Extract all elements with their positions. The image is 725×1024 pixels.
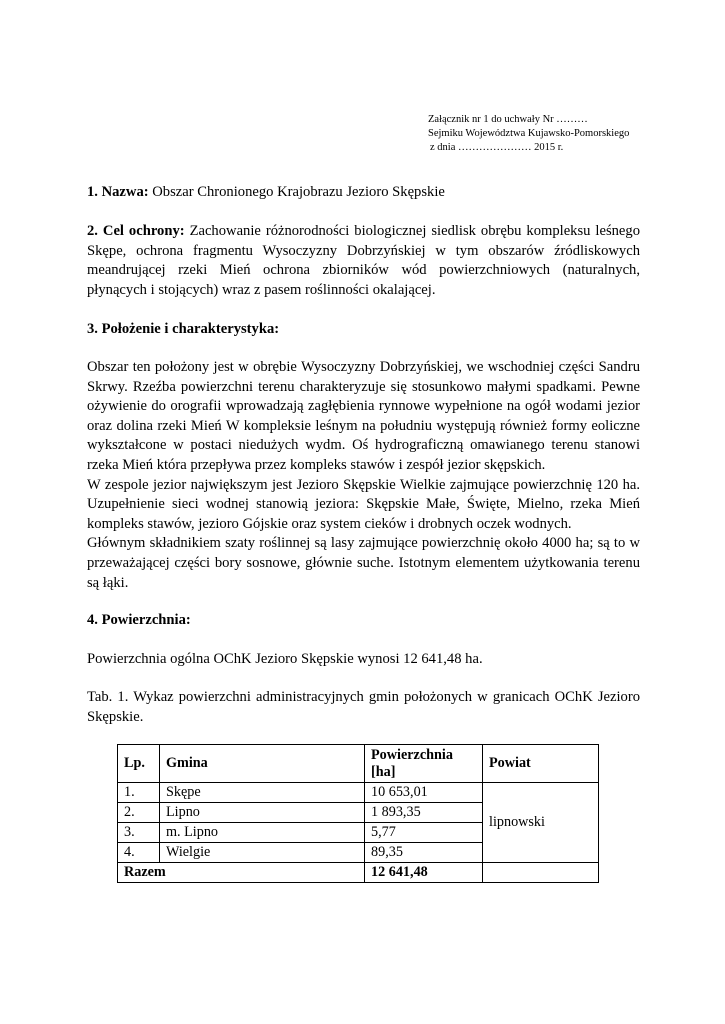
location-paragraph-3: Głównym składnikiem szaty roślinnej są lasy zajmujące powierzchnię około 4000 ha; są to w przeważającej części bory sosnowe, głównie suche. Istotnym elementem użytkowania terenu są łąki.	[87, 535, 640, 591]
row-gmina: m. Lipno	[160, 823, 365, 843]
section-location-body	[87, 358, 640, 593]
section-area-heading: 4. Powierzchnia:	[87, 612, 191, 628]
row-lp: 2.	[118, 803, 160, 823]
section-goal	[87, 222, 640, 300]
location-paragraph-2: W zespole jezior największym jest Jezioro Skępskie Wielkie zajmujące powierzchnię 120 ha. Uzupełnienie sieci wodnej stanowią jeziora: Skępskie Małe, Święte, Mielno, rzeka Mień kompleks stawów, jezioro Gójskie oraz system cieków i drobnych oczek wodnych.	[87, 476, 640, 532]
location-paragraph-1: Obszar ten położony jest w obrębie Wysoczyzny Dobrzyńskiej, we wschodniej części Sandru Skrwy. Rzeźba powierzchni terenu charakteryzuje się stosunkowo małymi spadkami. Pewne ożywienie do orografii wprowadzają zagłębienia rynnowe wypełnione na ogół wodami jezior oraz dolina rzeki Mień W kompleksie leśnym na południu występują również formy eoliczne wykształcone w postaci niedużych wydm. Oś hydrograficzną omawianego terenu stanowi rzeka Mień która przepływa przez kompleks stawów i zespół jezior skępskich.	[87, 359, 640, 473]
area-paragraph: Powierzchnia ogólna OChK Jezioro Skępskie wynosi 12 641,48 ha.	[87, 651, 483, 667]
row-lp: 3.	[118, 823, 160, 843]
header-line-3: z dnia ………………… 2015 r.	[430, 142, 564, 153]
header-line-2: Sejmiku Województwa Kujawsko-Pomorskiego	[428, 128, 630, 139]
header-area: Powierzchnia [ha]	[365, 745, 483, 783]
row-area: 10 653,01	[365, 783, 483, 803]
row-area: 5,77	[365, 823, 483, 843]
row-gmina: Lipno	[160, 803, 365, 823]
section-goal-text: Zachowanie różnorodności biologicznej siedlisk obrębu kompleksu leśnego Skępe, ochrona fragmentu Wysoczyzny Dobrzyńskiej w tym obszarów źródliskowych meandrującej rzeki Mień ochrona zbiorników wód powierzchniowych (naturalnych, płynących i stojących) wraz z pasem roślinności okalającej.	[87, 223, 640, 298]
section-goal-label: 2. Cel ochrony:	[87, 223, 185, 239]
section-name	[87, 183, 640, 203]
row-county: lipnowski	[483, 783, 599, 863]
table-header-row	[118, 745, 599, 783]
row-gmina: Wielgie	[160, 843, 365, 863]
header-county: Powiat	[483, 745, 599, 783]
section-location-heading: 3. Położenie i charakterystyka:	[87, 321, 280, 337]
row-lp: 4.	[118, 843, 160, 863]
row-area: 1 893,35	[365, 803, 483, 823]
table-row	[118, 783, 599, 803]
table-caption: Tab. 1. Wykaz powierzchni administracyjnych gmin położonych w granicach OChK Jezioro Skępskie.	[87, 689, 640, 725]
section-name-label: 1. Nazwa:	[87, 184, 149, 200]
total-empty-cell	[483, 863, 599, 883]
row-lp: 1.	[118, 783, 160, 803]
row-area: 89,35	[365, 843, 483, 863]
header-gmina: Gmina	[160, 745, 365, 783]
total-label: Razem	[118, 863, 365, 883]
header-lp: Lp.	[118, 745, 160, 783]
area-table	[117, 744, 599, 883]
row-gmina: Skępe	[160, 783, 365, 803]
section-name-text: Obszar Chronionego Krajobrazu Jezioro Skępskie	[148, 184, 445, 200]
total-value: 12 641,48	[365, 863, 483, 883]
header-line-1: Załącznik nr 1 do uchwały Nr ………	[428, 114, 588, 125]
attachment-header	[428, 113, 629, 155]
table-total-row	[118, 863, 599, 883]
